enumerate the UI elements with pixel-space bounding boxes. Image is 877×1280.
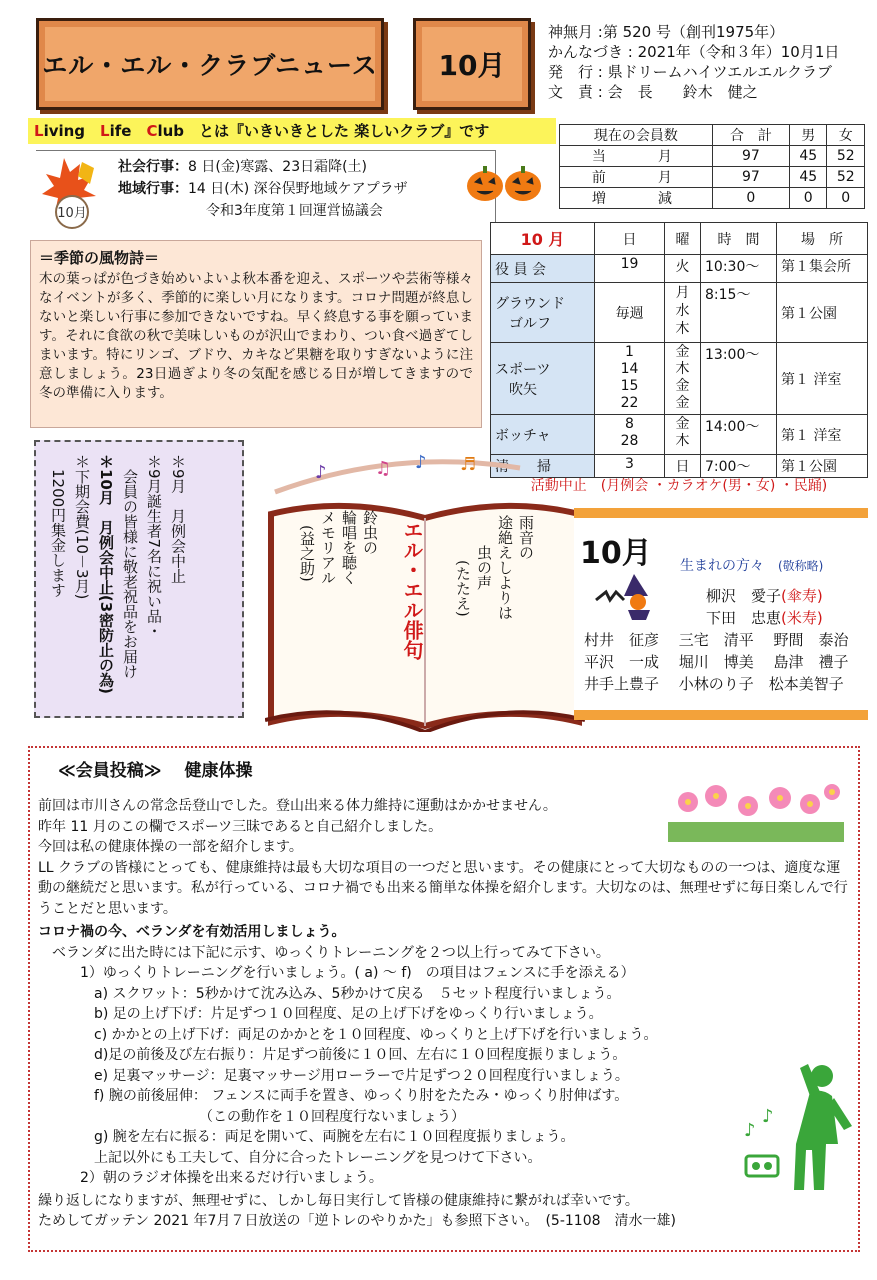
editor: 文 責 : 会 長 鈴木 健之 — [548, 83, 758, 101]
newsletter-title: エル・エル・クラブニュース — [36, 18, 384, 110]
cell: 第１ 洋室 — [777, 343, 868, 415]
pumpkin-icon — [465, 160, 545, 204]
cell: 火 — [665, 255, 701, 283]
step-line: b) 足の上げ下げ：片足ずつ１０回程度、足の上げ下げをゆっくり行いましょう。 — [38, 1006, 603, 1022]
step-line: c) かかとの上げ下げ：両足のかかとを１０回程度、ゆっくりと上げ下げを行いましょう。 — [38, 1026, 658, 1043]
cell: 8:15～ — [701, 283, 777, 343]
issue-month: 10月 — [413, 18, 531, 110]
step-line: （この動作を１０回程度行ないましょう） — [38, 1108, 465, 1125]
cell: 97 — [712, 146, 789, 167]
step-line: g) 腕を左右に振る：両足を開いて、両腕を左右に１０回程度振りましょう。 — [38, 1129, 575, 1145]
cell: 52 — [827, 146, 865, 167]
row-label: 増 減 — [560, 188, 713, 209]
step-line: 1）ゆっくりトレーニングを行いましょう。( a) ～ f) の項目はフェンスに手を添える） — [38, 965, 635, 981]
svg-text:♬: ♬ — [460, 454, 477, 475]
table-row — [560, 146, 865, 167]
member-table-header: 現在の会員数 — [560, 125, 713, 146]
notice-line: ＊9月 月例会中止 — [169, 454, 187, 584]
step-line: a) スクワット：5秒かけて沈み込み、5秒かけて戻る ５セット程度行いましょう。 — [38, 985, 621, 1002]
cell: 3 — [595, 455, 665, 478]
schedule-header — [491, 223, 868, 255]
time-header: 時 間 — [701, 223, 777, 255]
cell: 45 — [789, 167, 827, 188]
header-total: 合 計 — [712, 125, 789, 146]
cell: 第１ 洋室 — [777, 415, 868, 455]
month-header: 10 月 — [491, 223, 595, 255]
cell: 第１公園 — [777, 455, 868, 478]
cell: 0 — [789, 188, 827, 209]
cell: 0 — [827, 188, 865, 209]
cell: 97 — [712, 167, 789, 188]
cell: 毎週 — [595, 283, 665, 343]
list-item: 井手上豊子 小林のり子 松本美智子 — [584, 675, 844, 693]
notice-line: ＊9月誕生者7名に祝い品・ — [145, 454, 163, 639]
schedule-table — [490, 222, 868, 478]
poem-title: ＝季節の風物詩＝ — [39, 249, 160, 267]
club-motto: Living Life Club とは『いきいきとした 楽しいクラブ』です — [28, 118, 556, 144]
cell: 金 木 金 金 — [665, 343, 701, 415]
list-item: 村井 征彦 三宅 清平 野間 泰治 — [584, 631, 849, 649]
step-line: 2）朝のラジオ体操を出来るだけ行いましょう。 — [38, 1170, 383, 1186]
cell: 月 水 木 — [665, 283, 701, 343]
paragraph: 今回は私の健康体操の一部を紹介します。 — [38, 839, 303, 855]
closing-line: 繰り返しになりますが、無理せずに、しかし毎日実行して皆様の健康維持に繋がれば幸いです。 — [38, 1192, 639, 1209]
weekday-header: 曜 — [665, 223, 701, 255]
article-title: ≪会員投稿≫ 健康体操 — [58, 761, 253, 781]
paragraph: 昨年 11 月のこの欄でスポーツ三昧であると自己紹介しました。 — [38, 818, 443, 835]
svg-text:♪: ♪ — [415, 452, 427, 473]
cell: 52 — [827, 167, 865, 188]
notice-line: ＊下期会費(10－3月) — [73, 454, 91, 600]
notice-line: 会員の皆様に敬老祝品をお届け — [121, 454, 139, 679]
cell: 第１集会所 — [777, 255, 868, 283]
exercise-figure-icon — [740, 1062, 860, 1192]
seasonal-poem-box — [30, 240, 482, 428]
step-line: 上記以外にも工夫して、自分に合ったトレーニングを見つけて下さい。 — [38, 1149, 542, 1166]
activity-name: スポーツ 吹矢 — [491, 343, 595, 415]
step-line: ベランダに出た時には下記に示す、ゆっくりトレーニングを２つ以上行ってみて下さい。 — [38, 944, 610, 961]
cell: 7:00～ — [701, 455, 777, 478]
paragraph: 前回は市川さんの常念岳登山でした。登山出来る体力維持に運動はかかせません。 — [38, 798, 557, 814]
member-count-table — [559, 124, 865, 209]
haiku-title: エル・エル俳句 — [400, 520, 424, 660]
cell: 0 — [712, 188, 789, 209]
music-notes-icon — [265, 448, 525, 498]
publication-info — [548, 22, 868, 102]
table-row — [491, 415, 868, 455]
haiku-right: 雨音の 途絶えしよりは 虫の声 (たたえ) — [454, 515, 535, 620]
table-row — [491, 343, 868, 415]
activity-name: ボッチャ — [491, 415, 595, 455]
table-row — [560, 188, 865, 209]
cell: 1 14 15 22 — [595, 343, 665, 415]
article-subhead: コロナ禍の今、ベランダを有効活用しましょう。 — [38, 924, 346, 940]
issue-number: 神無月 :第 520 号（創刊1975年） — [548, 23, 785, 41]
place-header: 場 所 — [777, 223, 868, 255]
cancelled-activities: 活動中止 (月例会 ・カラオケ(男・女) ・民踊) — [530, 478, 828, 494]
cell: 金 木 — [665, 415, 701, 455]
cell: 13:00～ — [701, 343, 777, 415]
table-row — [491, 255, 868, 283]
cell: 第１公園 — [777, 283, 868, 343]
orange-band — [574, 508, 868, 518]
cell: 19 — [595, 255, 665, 283]
activity-name: 役 員 会 — [491, 255, 595, 283]
cell: 日 — [665, 455, 701, 478]
svg-text:♪: ♪ — [315, 462, 327, 483]
notice-line: ＊10月 月例会中止(3密防止の為) — [97, 454, 115, 695]
cell: 8 28 — [595, 415, 665, 455]
article-body — [38, 796, 850, 1232]
cell: 14:00～ — [701, 415, 777, 455]
birthday-month: 10月 — [580, 536, 652, 571]
paragraph: LL クラブの皆様にとっても、健康維持は最も大切な項目の一つだと思います。その健康にとって大切なものの一つは、適度な運動の継続だと思います。私が行っている、コロナ禍でも出来る簡単な体操を紹介します。大切なのは、無理せずに毎日楽しんで行うことだと思います。 — [38, 859, 848, 917]
activity-name: 清 掃 — [491, 455, 595, 478]
orange-band — [574, 710, 868, 720]
table-row — [560, 167, 865, 188]
events-text: 社会行事：8 日(金)寒露、23日霜降(土) 地域行事：14 日(木) 深谷俣野地域ケアプラザ 令和3年度第１回運営協議会 — [118, 159, 408, 219]
activity-name: グラウンド ゴルフ — [491, 283, 595, 343]
svg-text:♪: ♪ — [762, 1106, 774, 1127]
list-item: 平沢 一成 堀川 博美 島津 禮子 — [584, 653, 849, 671]
maple-leaf-icon — [34, 154, 106, 232]
notice-line: 1200円集金します — [49, 454, 67, 598]
birthday-names: 柳沢 愛子(傘寿) 下田 忠恵(米寿) 村井 征彦 三宅 清平 野間 泰治 平沢 一成 堀川 博美 島津 禮子 井手上豊子 小林のり子 松本美智子 — [584, 585, 864, 695]
step-line: f) 腕の前後屈伸： フェンスに両手を置き、ゆっくり肘をたたみ・ゆっくり肘伸ばす。 — [38, 1088, 629, 1104]
row-label: 当 月 — [560, 146, 713, 167]
table-row — [491, 283, 868, 343]
haiku-left: 鈴虫の 輪唱を聴く メモリアル (益之助) — [298, 510, 379, 585]
step-line: e) 足裏マッサージ：足裏マッサージ用ローラーで片足ずつ２０回程度行いましょう。 — [38, 1067, 629, 1084]
notice-box — [34, 440, 244, 718]
row-label: 前 月 — [560, 167, 713, 188]
svg-text:♫: ♫ — [375, 458, 392, 479]
day-header: 日 — [595, 223, 665, 255]
closing-line: ためしてガッテン 2021 年7月７日放送の「逆トレのやりかた」も参照下さい。 (5-1108 清水一雄) — [38, 1213, 676, 1229]
birthday-heading: 生まれの方々 (敬称略) — [680, 558, 824, 574]
cell: 10:30～ — [701, 255, 777, 283]
svg-text:10月: 10月 — [57, 206, 87, 221]
header-male: 男 — [789, 125, 827, 146]
step-line: d)足の前後及び左右振り：片足ずつ前後に１０回、左右に１０回程度振りましょう。 — [38, 1047, 627, 1063]
cell: 45 — [789, 146, 827, 167]
poem-text: 木の葉っぱが色づき始めいよいよ秋本番を迎え、スポーツや芸術等様々なイベントが多く、季節的に楽しい月になります。コロナ問題が終息しないと楽しい行事に参加できないですね。早く終息する事を願っています。それに食欲の秋で美味しいものが沢山でまわり、つい食べ過ぎてしまいます。特にリンゴ、ブドウ、カキなど果糖を取りすぎないように注意しましょう。23日過ぎより冬の気配を感じる日が増してきますので冬の準備に入ります。 — [39, 271, 473, 401]
header-female: 女 — [827, 125, 865, 146]
publisher: 発 行 : 県ドリームハイツエルエルクラブ — [548, 63, 832, 81]
svg-text:♪: ♪ — [744, 1120, 756, 1141]
issue-date: かんなづき : 2021年（令和３年）10月1日 — [548, 43, 840, 61]
